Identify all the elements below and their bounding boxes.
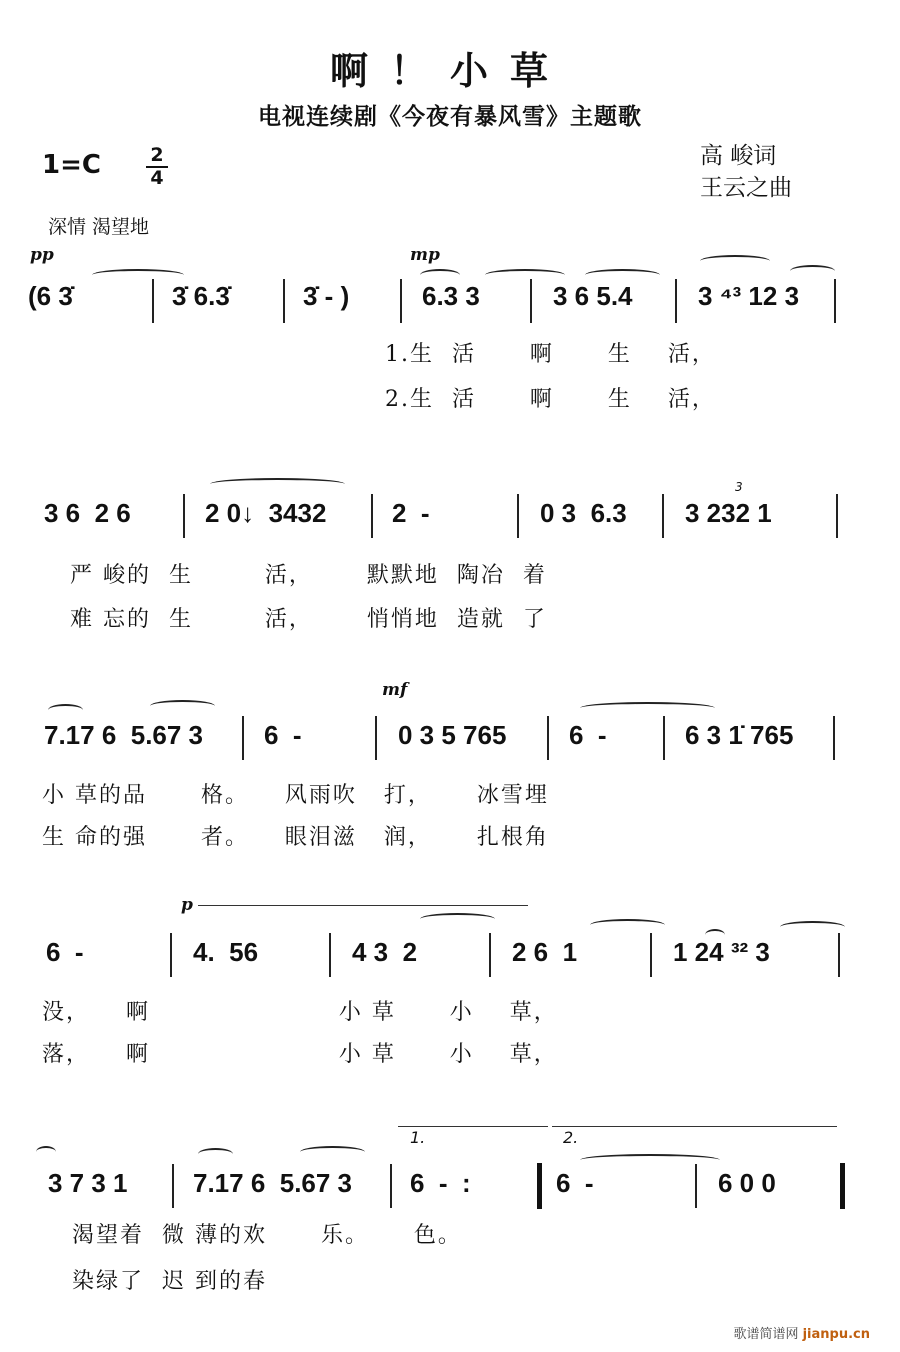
lyrics-verse-2: 难 忘的 生 活， 悄悄地 造就 了 [70, 607, 547, 632]
time-signature [146, 146, 168, 188]
watermark-cn: 歌谱简谱网 [733, 1327, 799, 1342]
measure: 6 - [556, 1168, 594, 1198]
measure: 6 - [46, 937, 84, 967]
key-signature: 1=C [42, 150, 101, 180]
barline [489, 933, 491, 977]
barline [152, 279, 154, 323]
lyrics-verse-1: 小 草的品 格。 风雨吹 打， 冰雪埋 [42, 783, 549, 808]
dynamic-p: p [181, 895, 193, 915]
measure: 4 3 2 [352, 937, 418, 967]
barline [838, 933, 840, 977]
measure: 6 - : [410, 1168, 471, 1198]
barline [400, 279, 402, 323]
time-sig-bottom: 4 [150, 167, 164, 189]
measure: 0 3 6.3 [540, 498, 627, 528]
barline [833, 716, 835, 760]
dynamic-pp: pp [30, 245, 54, 265]
barline [242, 716, 244, 760]
triplet-mark: 3 [735, 480, 743, 494]
lyrics-verse-2: 染绿了 迟 到的春 [72, 1269, 267, 1294]
barline [834, 279, 836, 323]
measure: 6 3 1̇ 765 [685, 720, 794, 750]
barline [170, 933, 172, 977]
barline [172, 1164, 174, 1208]
volta-2-bracket [552, 1126, 837, 1127]
measure: (6 3̇ [28, 281, 73, 311]
measure: 2 0↓ 3432 [205, 498, 327, 528]
tempo-marking: 深情 渴望地 [48, 216, 150, 238]
measure: 3 6 5.4 [553, 281, 633, 311]
slur [48, 704, 83, 716]
measure: 3 232 1 [685, 498, 772, 528]
slur [790, 265, 835, 277]
lyrics-verse-2: 落， 啊 小 草 小 草， [42, 1042, 558, 1067]
lyricist: 高 峻词 [700, 143, 777, 169]
slur [420, 913, 495, 925]
barline [547, 716, 549, 760]
barline [517, 494, 519, 538]
watermark [733, 1323, 870, 1342]
measure: 6.3 3 [422, 281, 480, 311]
measure: 6 - [264, 720, 302, 750]
slur [210, 478, 345, 490]
measure: 3 7 3 1 [48, 1168, 128, 1198]
repeat-barline [537, 1163, 542, 1209]
barline [530, 279, 532, 323]
barline [375, 716, 377, 760]
barline [329, 933, 331, 977]
measure: 3 ⁴³ 12 3 [698, 281, 800, 311]
dashed-line [198, 905, 528, 906]
slur [420, 269, 460, 281]
measure: 0 3 5 765 [398, 720, 507, 750]
barline [663, 716, 665, 760]
measure: 2 6 1 [512, 937, 578, 967]
slur [92, 269, 184, 281]
barline [183, 494, 185, 538]
measure: 7.17 6 5.67 3 [44, 720, 204, 750]
measure: 1 24 ³² 3 [673, 937, 770, 967]
slur [585, 269, 660, 281]
volta-1-bracket [398, 1126, 548, 1127]
slur [150, 700, 215, 712]
measure: 7.17 6 5.67 3 [193, 1168, 353, 1198]
volta-2-label: 2. [563, 1128, 579, 1147]
slur [700, 255, 770, 267]
lyrics-verse-2: 2.生 活 啊 生 活， [385, 387, 716, 412]
barline [836, 494, 838, 538]
dynamic-mf: mf [382, 680, 408, 700]
watermark-site: jianpu.cn [802, 1327, 870, 1342]
lyrics-verse-1: 严 峻的 生 活， 默默地 陶冶 着 [70, 563, 547, 588]
barline [371, 494, 373, 538]
slur [580, 1154, 720, 1166]
song-title: 啊！小草 [329, 48, 570, 93]
time-sig-top: 2 [150, 144, 164, 166]
barline [662, 494, 664, 538]
lyrics-verse-1: 1.生 活 啊 生 活， [385, 342, 716, 367]
barline [650, 933, 652, 977]
final-barline [840, 1163, 845, 1209]
barline [695, 1164, 697, 1208]
lyrics-verse-1: 没， 啊 小 草 小 草， [42, 1000, 558, 1025]
slur [300, 1146, 365, 1158]
measure: 4. 56 [193, 937, 259, 967]
measure: 3̇ 6.3̇ [172, 281, 230, 311]
slur [485, 269, 565, 281]
lyrics-verse-2: 生 命的强 者。 眼泪滋 润， 扎根角 [42, 825, 549, 850]
barline [675, 279, 677, 323]
credits [700, 140, 792, 204]
slur [590, 919, 665, 931]
measure: 3 6 2 6 [44, 498, 131, 528]
slur [36, 1146, 56, 1158]
slur [198, 1148, 233, 1160]
song-subtitle: 电视连续剧《今夜有暴风雪》主题歌 [258, 104, 642, 130]
slur [580, 702, 715, 714]
composer: 王云之曲 [700, 175, 792, 201]
barline [390, 1164, 392, 1208]
measure: 6 - [569, 720, 607, 750]
measure: 3̇ - ) [303, 281, 350, 311]
barline [283, 279, 285, 323]
measure: 2 - [392, 498, 430, 528]
measure: 6 0 0 [718, 1168, 776, 1198]
volta-1-label: 1. [410, 1128, 426, 1147]
dynamic-mp: mp [410, 245, 440, 265]
lyrics-verse-1: 渴望着 微 薄的欢 乐。 色。 [72, 1223, 462, 1248]
slur [780, 921, 845, 933]
